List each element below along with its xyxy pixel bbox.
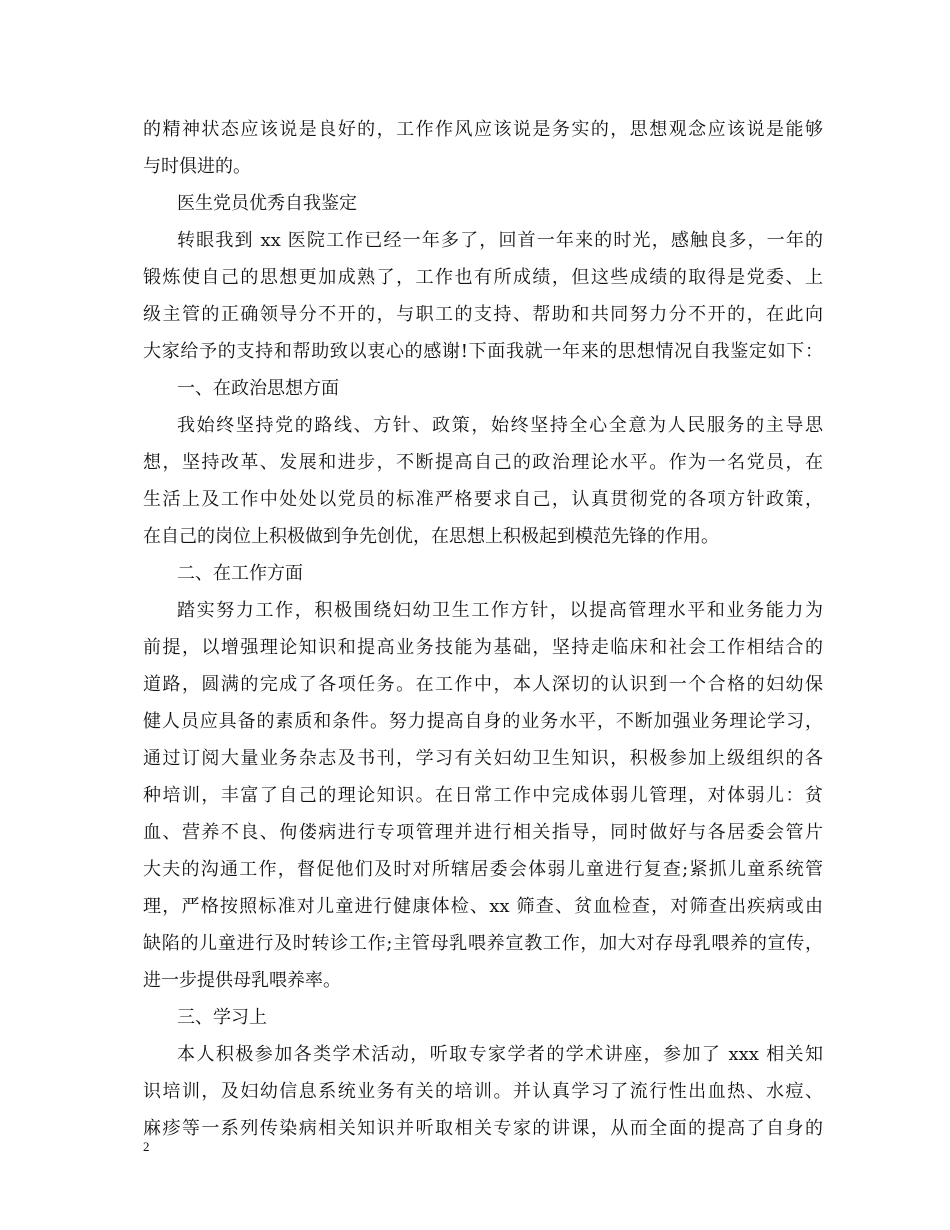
body-line: 与时俱进的。 [143, 156, 251, 177]
body-line: 在自己的岗位上积极做到争先创优，在思想上积极起到模范先锋的作用。 [143, 526, 719, 547]
body-line: 血、营养不良、佝偻病进行专项管理并进行相关指导，同时做好与各居委会管片 [143, 822, 823, 843]
body-line: 麻疹等一系列传染病相关知识并听取相关专家的讲课，从而全面的提高了自身的 [143, 1118, 823, 1139]
body-line: 道路，圆满的完成了各项任务。在工作中，本人深切的认识到一个合格的妇幼保 [143, 674, 823, 695]
body-line: 锻炼使自己的思想更加成熟了，工作也有所成绩，但这些成绩的取得是党委、上 [143, 267, 823, 288]
section-heading: 二、在工作方面 [177, 563, 303, 584]
section-title: 医生党员优秀自我鉴定 [177, 193, 357, 214]
body-line: 种培训，丰富了自己的理论知识。在日常工作中完成体弱儿管理，对体弱儿：贫 [143, 785, 823, 806]
body-line: 识培训，及妇幼信息系统业务有关的培训。并认真学习了流行性出血热、水痘、 [143, 1081, 823, 1102]
body-line: 进一步提供母乳喂养率。 [143, 970, 341, 991]
body-line: 的精神状态应该说是良好的，工作作风应该说是务实的，思想观念应该说是能够 [143, 119, 823, 140]
section-heading: 一、在政治思想方面 [177, 378, 339, 399]
body-line: 级主管的正确领导分不开的，与职工的支持、帮助和共同努力分不开的，在此向 [143, 304, 823, 325]
body-line: 我始终坚持党的路线、方针、政策，始终坚持全心全意为人民服务的主导思 [177, 415, 823, 436]
body-line: 大家给予的支持和帮助致以衷心的感谢!下面我就一年来的思想情况自我鉴定如下： [143, 341, 823, 362]
section-heading: 三、学习上 [177, 1007, 267, 1028]
body-line: 想，坚持改革、发展和进步，不断提高自己的政治理论水平。作为一名党员，在 [143, 452, 823, 473]
body-line: 通过订阅大量业务杂志及书刊，学习有关妇幼卫生知识，积极参加上级组织的各 [143, 748, 823, 769]
page-number: 2 [143, 1139, 150, 1154]
body-line: 缺陷的儿童进行及时转诊工作;主管母乳喂养宣教工作，加大对存母乳喂养的宣传， [143, 933, 823, 954]
body-line: 踏实努力工作，积极围绕妇幼卫生工作方针，以提高管理水平和业务能力为 [177, 600, 823, 621]
body-line: 前提，以增强理论知识和提高业务技能为基础，坚持走临床和社会工作相结合的 [143, 637, 823, 658]
body-line: 理，严格按照标准对儿童进行健康体检、xx 筛查、贫血检查，对筛查出疾病或由 [143, 896, 823, 917]
body-line: 生活上及工作中处处以党员的标准严格要求自己，认真贯彻党的各项方针政策， [143, 489, 823, 510]
body-line: 转眼我到 xx 医院工作已经一年多了，回首一年来的时光，感触良多，一年的 [177, 230, 823, 251]
body-line: 健人员应具备的素质和条件。努力提高自身的业务水平，不断加强业务理论学习， [143, 711, 823, 732]
body-line: 大夫的沟通工作，督促他们及时对所辖居委会体弱儿童进行复查;紧抓儿童系统管 [143, 859, 823, 880]
body-line: 本人积极参加各类学术活动，听取专家学者的学术讲座，参加了 xxx 相关知 [177, 1044, 823, 1065]
